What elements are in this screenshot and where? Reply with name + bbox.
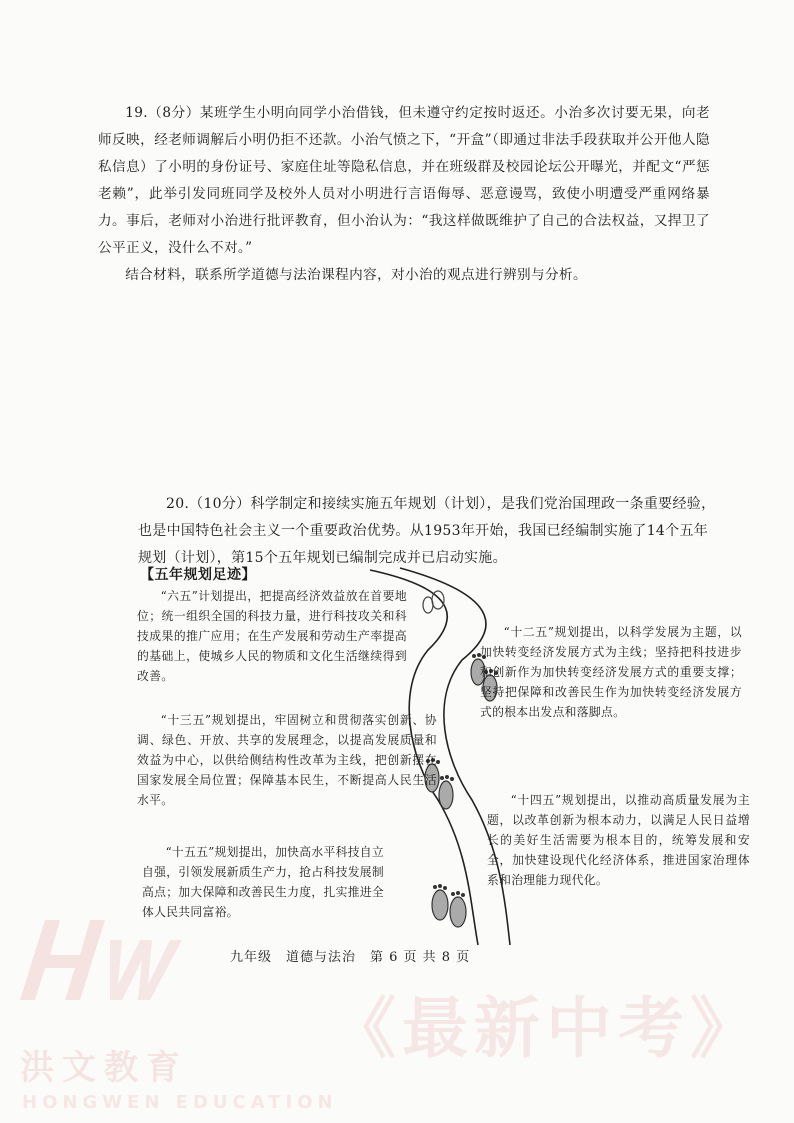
watermark-brand-en: HONGWEN EDUCATION [22, 1092, 338, 1113]
plan-12th-text [480, 622, 742, 722]
plan-12th-paragraph: “十二五”规划提出，以科学发展为主题，以加快转变经济发展方式为主线；坚持把科技进步和创新作为加快转变经济发展方式的重要支撑；坚持把保障和改善民生作为加快转变经济发展方式的根本出发点和落脚点。 [480, 625, 742, 719]
question-19-material: 19.（8分）某班学生小明向同学小治借钱，但未遵守约定按时返还。小治多次讨要无果，向老师反映，经老师调解后小明仍拒不还款。小治气愤之下，“开盒”（即通过非法手段获取并公开他人隐私信息）了小明的身份证号、家庭住址等隐私信息，并在班级群及校园论坛公开曝光，并配文“严惩老赖”，此举引发同班同学及校外人员对小明进行言语侮辱、恶意谩骂，致使小明遭受严重网络暴力。事后，老师对小治进行批评教育，但小治认为：“我这样做既维护了自己的合法权益，又捍卫了公平正义，没什么不对。” [98, 105, 710, 256]
plan-15th-text [142, 842, 384, 922]
footprints-icon-4 [432, 884, 466, 927]
watermark-brand-cn: 洪文教育 [20, 1048, 188, 1088]
plan-6th-text [137, 586, 407, 686]
plan-13th-text [137, 710, 437, 810]
plan-14th-paragraph: “十四五”规划提出，以推动高质量发展为主题，以改革创新为根本动力，以满足人民日益增长的美好生活需要为根本目的，统筹发展和安全，加快建设现代化经济体系，推进国家治理体系和治理能力现代化。 [487, 793, 750, 887]
page-footer: 九年级 道德与法治 第 6 页 共 8 页 [230, 950, 471, 965]
question-20-intro: 20.（10分）科学制定和接续实施五年规划（计划），是我们党治国理政一条重要经验，也是中国特色社会主义一个重要政治优势。从1953年开始，我国已经编制实施了14个五年规划（计划），第15个五年规划已编制完成并已启动实施。 [138, 496, 716, 566]
watermark-exam-title: 《最新中考》 [330, 990, 762, 1067]
plan-14th-text [487, 790, 750, 890]
footprints-icon-1 [423, 591, 444, 613]
plan-15th-paragraph: “十五五”规划提出，加快高水平科技自立自强，引领发展新质生产力，抢占科技发展制高点；加大保障和改善民生力度，扎实推进全体人民共同富裕。 [142, 845, 384, 919]
plan-13th-paragraph: “十三五”规划提出，牢固树立和贯彻落实创新、协调、绿色、开放、共享的发展理念，以提高发展质量和效益为中心，以供给侧结构性改革为主线，把创新摆在国家发展全局位置；保障基本民生，不断提高人民生活水平。 [137, 713, 437, 807]
question-19-task: 结合材料，联系所学道德与法治课程内容，对小治的观点进行辨别与分析。 [125, 267, 587, 283]
plan-6th-paragraph: “六五”计划提出，把提高经济效益放在首要地位；统一组织全国的科技力量，进行科技攻关和科技成果的推广应用；在生产发展和劳动生产率提高的基础上，使城乡人民的物质和文化生活继续得到改善。 [137, 589, 407, 683]
five-year-plan-footprints-title: 【五年规划足迹】 [140, 567, 256, 583]
